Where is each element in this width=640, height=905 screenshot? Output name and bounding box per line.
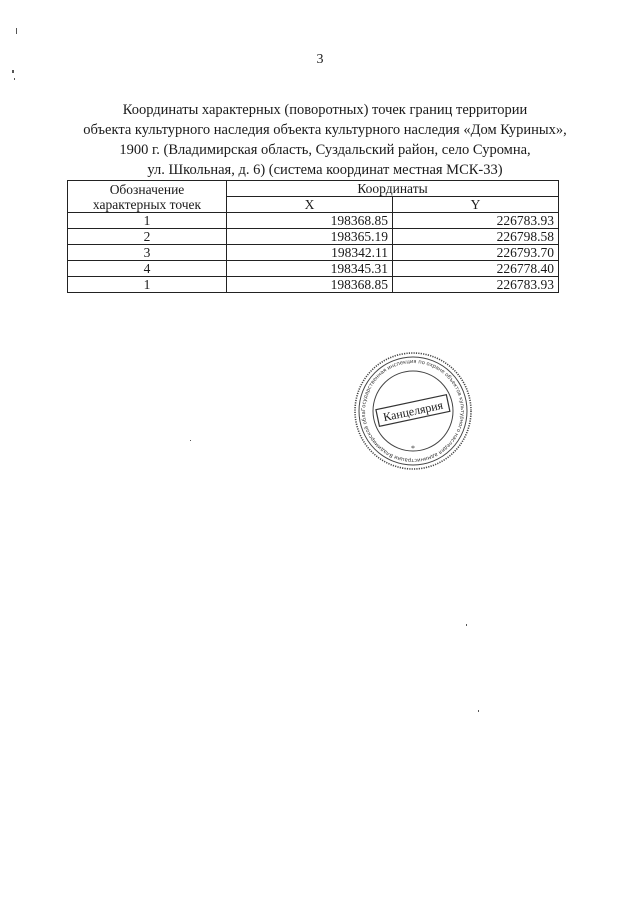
- scan-speck: [14, 78, 15, 80]
- row-point: 1: [68, 213, 227, 229]
- row-y: 226798.58: [393, 229, 559, 245]
- row-x: 198345.31: [227, 261, 393, 277]
- row-point: 4: [68, 261, 227, 277]
- coordinates-table: [67, 180, 559, 293]
- row-point: 1: [68, 277, 227, 293]
- header-x: X: [227, 197, 393, 213]
- row-point: 3: [68, 245, 227, 261]
- scan-speck: [190, 440, 191, 441]
- row-x: 198368.85: [227, 277, 393, 293]
- header-y: Y: [393, 197, 559, 213]
- header-coordinates: Координаты: [227, 181, 559, 197]
- row-y: 226783.93: [393, 277, 559, 293]
- scan-speck: [466, 624, 467, 626]
- table-row: [68, 229, 559, 245]
- table-row: [68, 245, 559, 261]
- official-stamp: [352, 350, 474, 472]
- table-row: [68, 261, 559, 277]
- row-x: 198342.11: [227, 245, 393, 261]
- title-line-4: ул. Школьная, д. 6) (система координат местная МСК-33): [147, 162, 503, 178]
- title-line-1: Координаты характерных (поворотных) точек границ территории: [122, 102, 528, 118]
- scan-speck: [16, 28, 17, 34]
- row-y: 226783.93: [393, 213, 559, 229]
- table-header-row: [68, 181, 559, 197]
- row-y: 226778.40: [393, 261, 559, 277]
- table-row: [68, 213, 559, 229]
- scan-speck: [12, 70, 14, 73]
- row-x: 198365.19: [227, 229, 393, 245]
- scan-speck: [478, 710, 479, 712]
- title-line-3: 1900 г. (Владимирская область, Суздальский район, село Суромна,: [119, 142, 531, 158]
- stamp-center-text: Канцелярия: [381, 397, 445, 425]
- row-x: 198368.85: [227, 213, 393, 229]
- header-point-designation: Обозначение характерных точек: [68, 181, 227, 213]
- title-line-2: объекта культурного наследия объекта культурного наследия «Дом Куриных»,: [83, 122, 567, 138]
- row-y: 226793.70: [393, 245, 559, 261]
- table-row: [68, 277, 559, 293]
- stamp-star-icon: *: [411, 444, 415, 453]
- document-title: [60, 100, 590, 180]
- stamp-ring-text: Государственная инспекция по охране объектов культурного наследия администрации Владимирской обла: [360, 358, 466, 464]
- page-number: 3: [316, 52, 324, 67]
- row-point: 2: [68, 229, 227, 245]
